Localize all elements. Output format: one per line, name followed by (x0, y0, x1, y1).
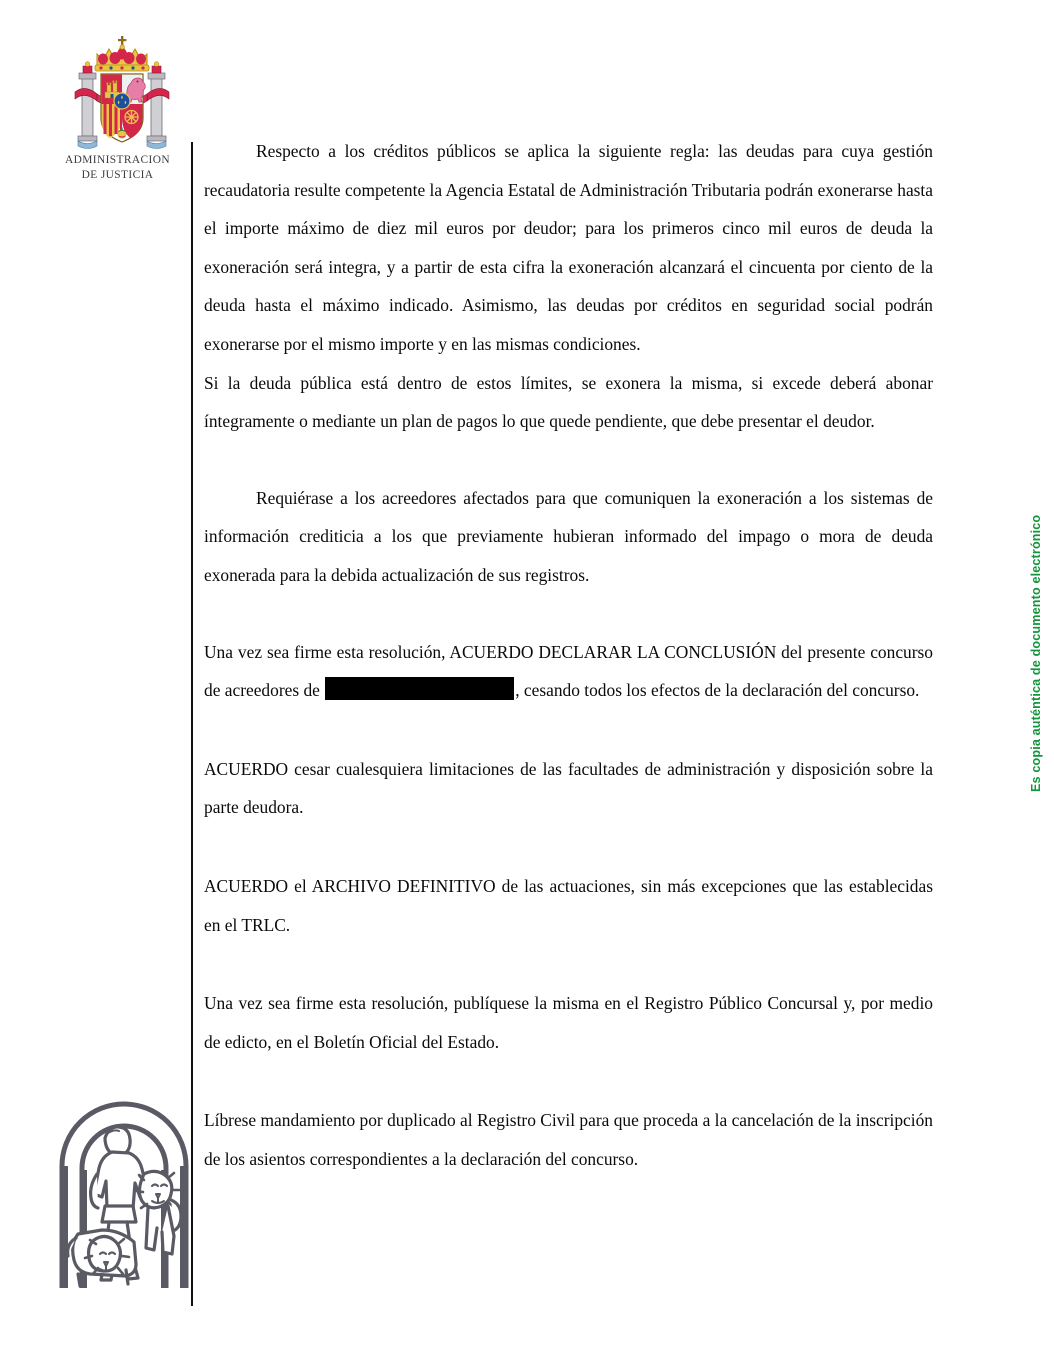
paragraph-publicacion-registro-concursal: Una vez sea firme esta resolución, publíquese la misma en el Registro Público Concursal y, por medio de edicto, en el Boletín Oficial del Estado. (204, 993, 933, 1052)
administration-caption (40, 153, 195, 182)
administration-caption-line2: DE JUSTICIA (81, 168, 154, 181)
daniel-in-lions-den-emblem-icon (48, 1088, 200, 1288)
paragraph-requierase-acreedores: Requiérase a los acreedores afectados para que comuniquen la exoneración a los sistemas de información crediticia a los que previamente hubieran informado del impago o mora de deuda exonerada para la debida actualización de sus registros. (204, 487, 933, 585)
left-margin-column (0, 0, 192, 1346)
paragraph-mandamiento-registro-civil: Líbrese mandamiento por duplicado al Registro Civil para que proceda a la cancelación de la inscripción de los asientos correspondientes a la declaración del concurso. (204, 1110, 933, 1169)
acuerdo-conclusion-text-before: Una vez sea firme esta resolución, ACUERDO DECLARAR LA CONCLUSIÓN del presente concurso de acreedores de (204, 641, 933, 701)
paragraph-deuda-publica-limites: Si la deuda pública está dentro de estos límites, se exonera la misma, si excede deberá abonar íntegramente o mediante un plan de pagos lo que quede pendiente, que debe presentar el deudor. (204, 372, 933, 432)
administration-caption-line1: ADMINISTRACION (65, 154, 170, 166)
redacted-party-name-bar (325, 677, 514, 700)
margin-divider-rule (191, 142, 193, 1306)
document-body (204, 132, 933, 1178)
acuerdo-conclusion-text-after: , cesando todos los efectos de la declaración del concurso. (515, 680, 920, 701)
paragraph-acuerdo-archivo-definitivo: ACUERDO el ARCHIVO DEFINITIVO de las actuaciones, sin más excepciones que las establecidas en el TRLC. (204, 875, 933, 935)
paragraph-creditos-publicos: Respecto a los créditos públicos se aplica la siguiente regla: las deudas para cuya gestión recaudatoria resulte competente la Agencia Estatal de Administración Tributaria podrán exonerarse hasta el importe máximo de diez mil euros por deudor; para los primeros cinco mil euros de deuda la exoneración será integra, y a partir de esta cifra la exoneración alcanzará el cincuenta por ciento de la deuda hasta el máximo indicado. Asimismo, las deudas por créditos en seguridad social podrán exonerarse por el mismo importe y en las mismas condiciones. (204, 141, 933, 354)
spanish-coat-of-arms-icon (57, 30, 187, 152)
electronic-copy-authenticity-legend: Es copia auténtica de documento electrónico (1029, 514, 1043, 792)
paragraph-acuerdo-cesar-limitaciones: ACUERDO cesar cualesquiera limitaciones de las facultades de administración y disposición sobre la parte deudora. (204, 758, 933, 818)
paragraph-acuerdo-conclusion (204, 633, 933, 710)
